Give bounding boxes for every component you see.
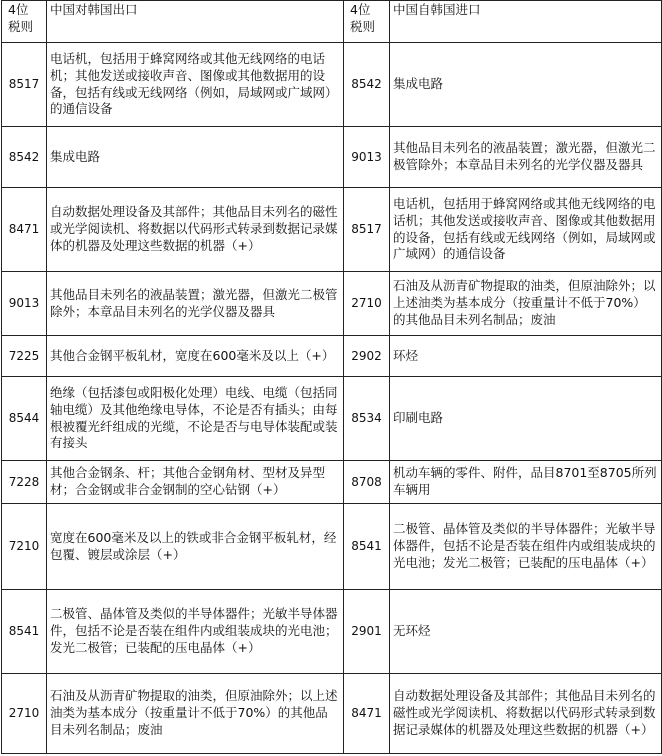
export-code: 2710 (2, 674, 47, 754)
trade-table-body (2, 1, 662, 754)
import-desc: 电话机，包括用于蜂窝网络或其他无线网络的电话机；其他发送或接收声音、图像或其他数据用的设备，包括有线或无线网络（例如，局域网或广域网）的通信设备 (390, 188, 662, 272)
import-code: 2901 (344, 590, 390, 674)
table-row (2, 272, 662, 336)
export-desc: 集成电路 (47, 127, 344, 188)
export-desc: 电话机，包括用于蜂窝网络或其他无线网络的电话机；其他发送或接收声音、图像或其他数据用的设备，包括有线或无线网络（例如，局域网或广域网）的通信设备 (47, 43, 344, 127)
export-desc: 其他合金钢平板轧材，宽度在600毫米及以上（+） (47, 336, 344, 377)
export-code: 8544 (2, 377, 47, 461)
import-desc: 石油及从沥青矿物提取的油类，但原油除外；以上述油类为基本成分（按重量计不低于70%）的其他品目未列名制品；废油 (390, 272, 662, 336)
export-code: 8517 (2, 43, 47, 127)
import-code: 8517 (344, 188, 390, 272)
import-code: 9013 (344, 127, 390, 188)
table-row (2, 336, 662, 377)
export-desc: 绝缘（包括漆包或阳极化处理）电线、电缆（包括同轴电缆）及其他绝缘电导体，不论是否有插头；由每根被覆光纤组成的光缆，不论是否与电导体装配或装有接头 (47, 377, 344, 461)
export-code: 7228 (2, 461, 47, 504)
export-code: 7210 (2, 504, 47, 590)
header-code-left: 4位 税则 (2, 1, 47, 43)
import-code: 2902 (344, 336, 390, 377)
import-code: 8542 (344, 43, 390, 127)
export-desc: 二极管、晶体管及类似的半导体器件；光敏半导体器件，包括不论是否装在组件内或组装成块的光电池；发光二极管；已装配的压电晶体（+） (47, 590, 344, 674)
table-row (2, 188, 662, 272)
export-desc: 宽度在600毫米及以上的铁或非合金钢平板轧材，经包覆、镀层或涂层（+） (47, 504, 344, 590)
import-desc: 二极管、晶体管及类似的半导体器件；光敏半导体器件，包括不论是否装在组件内或组装成块的光电池；发光二极管；已装配的压电晶体（+） (390, 504, 662, 590)
import-desc: 集成电路 (390, 43, 662, 127)
import-code: 8541 (344, 504, 390, 590)
import-desc: 机动车辆的零件、附件，品目8701至8705所列车辆用 (390, 461, 662, 504)
table-row (2, 461, 662, 504)
table-row (2, 377, 662, 461)
table-row (2, 590, 662, 674)
header-row (2, 1, 662, 43)
export-code: 8541 (2, 590, 47, 674)
header-export-title: 中国对韩国出口 (47, 1, 344, 43)
import-desc: 印刷电路 (390, 377, 662, 461)
export-code: 8471 (2, 188, 47, 272)
import-desc: 自动数据处理设备及其部件；其他品目未列名的磁性或光学阅读机、将数据以代码形式转录到数据记录媒体的机器及处理这些数据的机器（+） (390, 674, 662, 754)
export-code: 8542 (2, 127, 47, 188)
import-desc: 其他品目未列名的液晶装置；激光器，但激光二极管除外；本章品目未列名的光学仪器及器具 (390, 127, 662, 188)
export-desc: 其他合金钢条、杆；其他合金钢角材、型材及异型材；合金钢或非合金钢制的空心钻钢（+） (47, 461, 344, 504)
export-code: 9013 (2, 272, 47, 336)
table-row (2, 504, 662, 590)
import-code: 8534 (344, 377, 390, 461)
export-desc: 自动数据处理设备及其部件；其他品目未列名的磁性或光学阅读机、将数据以代码形式转录到数据记录媒体的机器及处理这些数据的机器（+） (47, 188, 344, 272)
import-code: 2710 (344, 272, 390, 336)
export-desc: 其他品目未列名的液晶装置；激光器，但激光二极管除外；本章品目未列名的光学仪器及器具 (47, 272, 344, 336)
table-row (2, 674, 662, 754)
header-import-title: 中国自韩国进口 (390, 1, 662, 43)
import-code: 8471 (344, 674, 390, 754)
import-code: 8708 (344, 461, 390, 504)
export-code: 7225 (2, 336, 47, 377)
table-row (2, 43, 662, 127)
trade-table (1, 0, 662, 754)
import-desc: 环烃 (390, 336, 662, 377)
export-desc: 石油及从沥青矿物提取的油类，但原油除外；以上述油类为基本成分（按重量计不低于70%）的其他品目未列名制品；废油 (47, 674, 344, 754)
table-row (2, 127, 662, 188)
import-desc: 无环烃 (390, 590, 662, 674)
header-code-right: 4位 税则 (344, 1, 390, 43)
